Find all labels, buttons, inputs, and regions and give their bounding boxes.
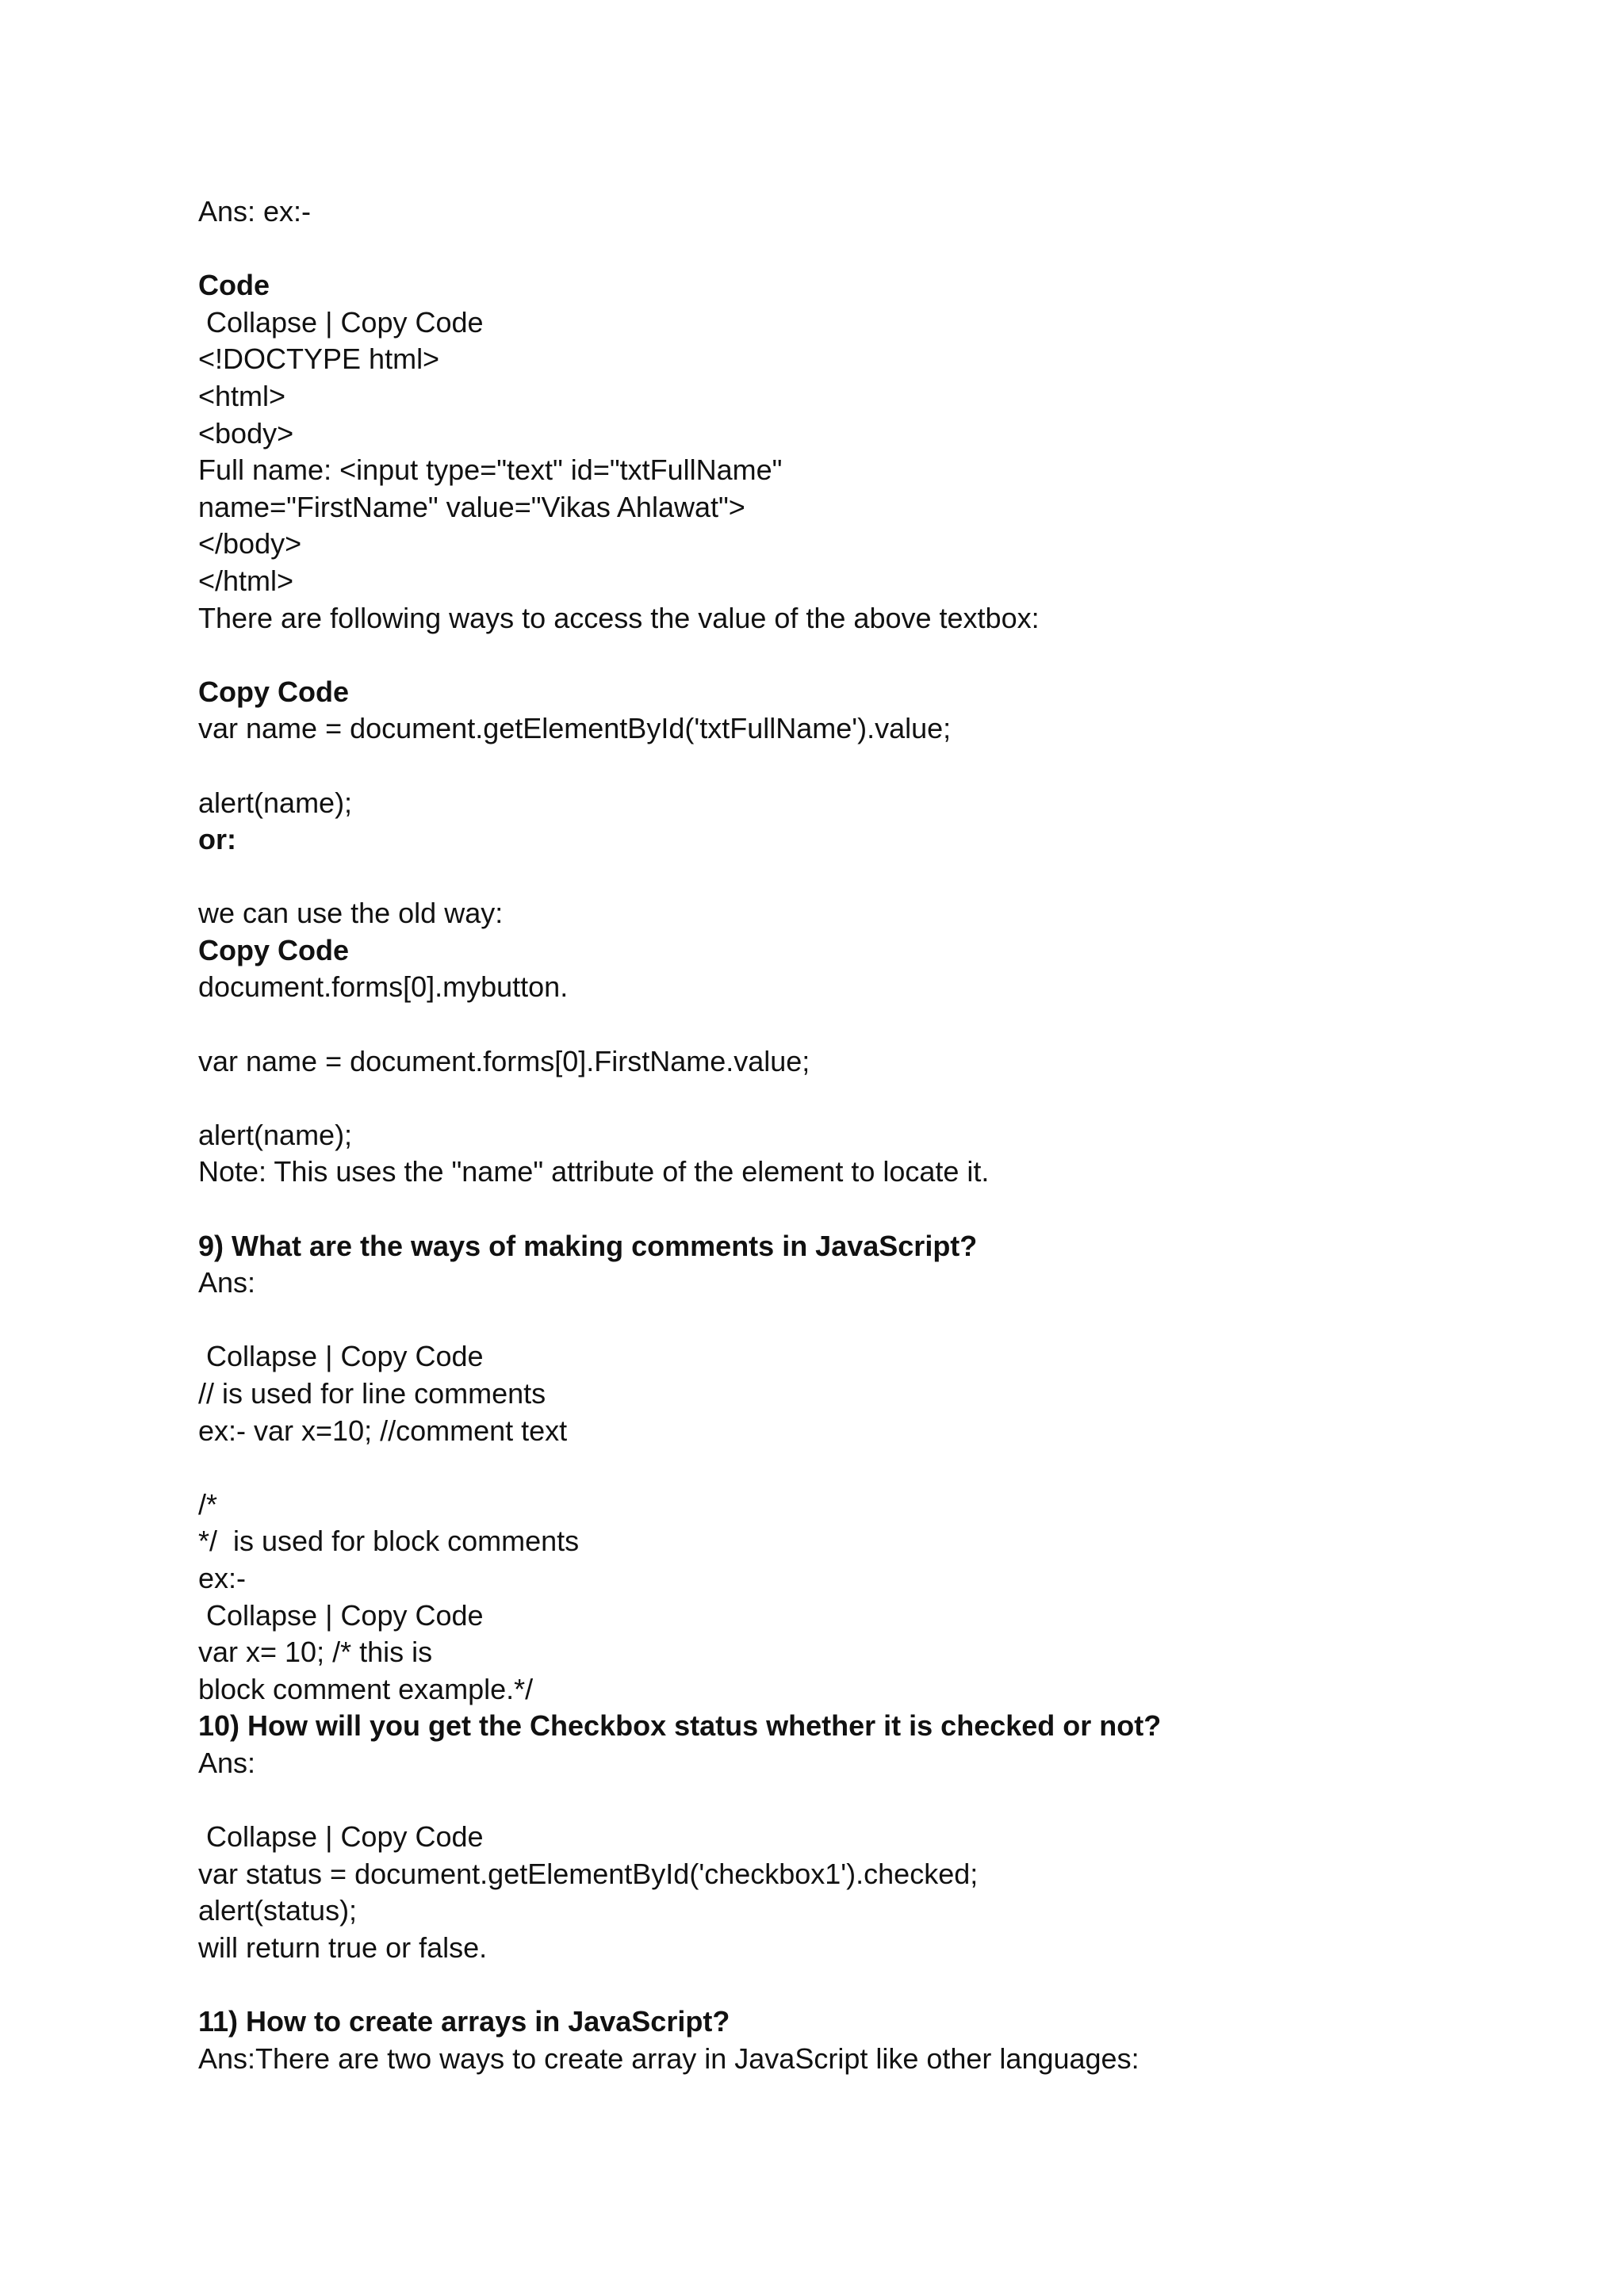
text-line: alert(status);	[198, 1894, 358, 1927]
text-line: name="FirstName" value="Vikas Ahlawat">	[198, 490, 745, 523]
text-line: <!DOCTYPE html>	[198, 342, 440, 376]
text-line: var name = document.forms[0].FirstName.value;	[198, 1044, 810, 1077]
blank-line	[198, 637, 1499, 674]
text-line: <html>	[198, 379, 286, 412]
text-line: // is used for line comments	[198, 1377, 546, 1410]
heading-line: Copy Code	[198, 675, 350, 708]
text-line: document.forms[0].mybutton.	[198, 970, 569, 1004]
heading-line: Copy Code	[198, 933, 350, 966]
blank-line	[198, 859, 1499, 896]
text-line: var x= 10; /* this is	[198, 1636, 433, 1669]
text-line: </html>	[198, 564, 294, 597]
text-line: */ is used for block comments	[198, 1525, 580, 1558]
blank-line	[198, 1006, 1499, 1043]
heading-line: 9) What are the ways of making comments in JavaScript?	[198, 1229, 978, 1262]
text-line: ex:-	[198, 1561, 247, 1594]
text-line: ex:- var x=10; //comment text	[198, 1414, 568, 1447]
text-line: Collapse | Copy Code	[198, 305, 484, 339]
heading-line: Code	[198, 269, 270, 302]
text-line: var status = document.getElementById('checkbox1').checked;	[198, 1857, 979, 1890]
text-line: alert(name);	[198, 1118, 353, 1151]
blank-line	[198, 1782, 1499, 1820]
text-line: There are following ways to access the value of the above textbox:	[198, 601, 1040, 634]
text-line: Ans: ex:-	[198, 195, 312, 228]
text-line: <body>	[198, 416, 294, 450]
heading-line: or:	[198, 823, 236, 856]
text-line: /*	[198, 1487, 218, 1521]
text-line: Ans:There are two ways to create array in JavaScript like other languages:	[198, 2042, 1139, 2075]
text-line: Collapse | Copy Code	[198, 1598, 484, 1632]
text-line: Collapse | Copy Code	[198, 1820, 484, 1854]
blank-line	[198, 1967, 1499, 2004]
blank-line	[198, 748, 1499, 785]
text-line: Collapse | Copy Code	[198, 1340, 484, 1373]
text-line: Ans:	[198, 1746, 256, 1779]
blank-line	[198, 1191, 1499, 1228]
text-line: will return true or false.	[198, 1931, 488, 1964]
heading-line: 11) How to create arrays in JavaScript?	[198, 2005, 730, 2038]
blank-line	[198, 1080, 1499, 1117]
blank-line	[198, 1302, 1499, 1339]
text-line: Ans:	[198, 1266, 256, 1299]
text-line: Note: This uses the "name" attribute of the element to locate it.	[198, 1155, 990, 1188]
text-line: var name = document.getElementById('txtFullName').value;	[198, 712, 952, 745]
blank-line	[198, 1449, 1499, 1487]
text-line: Full name: <input type="text" id="txtFullName"	[198, 453, 783, 487]
text-line: block comment example.*/	[198, 1672, 534, 1705]
blank-line	[198, 231, 1499, 268]
document-page	[198, 193, 1499, 2077]
text-line: </body>	[198, 527, 302, 561]
heading-line: 10) How will you get the Checkbox status whether it is checked or not?	[198, 1709, 1162, 1743]
text-line: alert(name);	[198, 786, 353, 819]
text-line: we can use the old way:	[198, 897, 504, 930]
